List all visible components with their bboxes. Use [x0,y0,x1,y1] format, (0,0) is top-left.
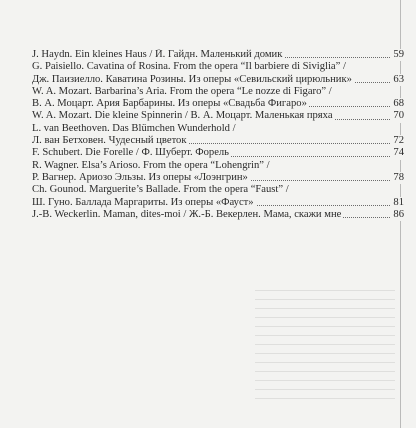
toc-entry-title: Дж. Паизиелло. Каватина Розины. Из оперы «Севильский цирюльник» [32,73,352,85]
toc-entry-title: Л. ван Бетховен. Чудесный цветок [32,135,187,147]
table-of-contents [32,49,404,221]
toc-entry [32,147,404,159]
toc-entry-page: 78 [393,171,404,183]
toc-entry-title: Р. Вагнер. Ариозо Эльзы. Из оперы «Лоэнгрин» [32,171,248,183]
toc-entry-title: J. Haydn. Ein kleines Haus / Й. Гайдн. Маленький домик [32,49,283,60]
toc-entry-title: G. Paisiello. Cavatina of Rosina. From the opera “Il barbiere di Siviglia” / [32,61,346,73]
toc-entry [32,86,404,98]
toc-entry-title: L. van Beethoven. Das Blümchen Wunderhold / [32,122,236,134]
toc-entry-page: 74 [393,147,404,159]
toc-entry-page: 68 [393,98,404,110]
toc-entry-page: 63 [393,73,404,85]
toc-entry-title: Ch. Gounod. Marguerite’s Ballade. From the opera “Faust” / [32,184,289,196]
toc-entry-page: 86 [393,208,404,220]
toc-entry [32,209,404,221]
toc-entry [32,172,404,184]
toc-entry [32,110,404,122]
toc-entry [32,197,404,209]
toc-entry [32,74,404,86]
toc-entry [32,49,404,61]
show-through-texture [255,290,395,420]
toc-entry-page: 59 [393,49,404,60]
toc-entry [32,135,404,147]
toc-entry-page: 81 [393,196,404,208]
toc-entry [32,160,404,172]
toc-entry-title: Ш. Гуно. Баллада Маргариты. Из оперы «Фауст» [32,196,254,208]
toc-entry-title: F. Schubert. Die Forelle / Ф. Шуберт. Форель [32,147,230,159]
toc-entry [32,184,404,196]
toc-entry [32,61,404,73]
toc-entry-title: J.-B. Weckerlin. Maman, dites-moi / Ж.-Б. Векерлен. Мама, скажи мне [32,208,342,220]
toc-entry [32,98,404,110]
toc-entry [32,123,404,135]
toc-entry-page: 72 [393,135,404,147]
toc-entry-title: R. Wagner. Elsa’s Arioso. From the opera “Lohengrin” / [32,159,270,171]
toc-entry-title: В. А. Моцарт. Ария Барбарины. Из оперы «Свадьба Фигаро» [32,98,307,110]
toc-entry-title: W. A. Mozart. Barbarina’s Aria. From the opera “Le nozze di Figaro” / [32,85,332,97]
toc-entry-title: W. A. Mozart. Die kleine Spinnerin / В. А. Моцарт. Маленькая пряха [32,110,333,122]
toc-entry-page: 70 [393,110,404,122]
